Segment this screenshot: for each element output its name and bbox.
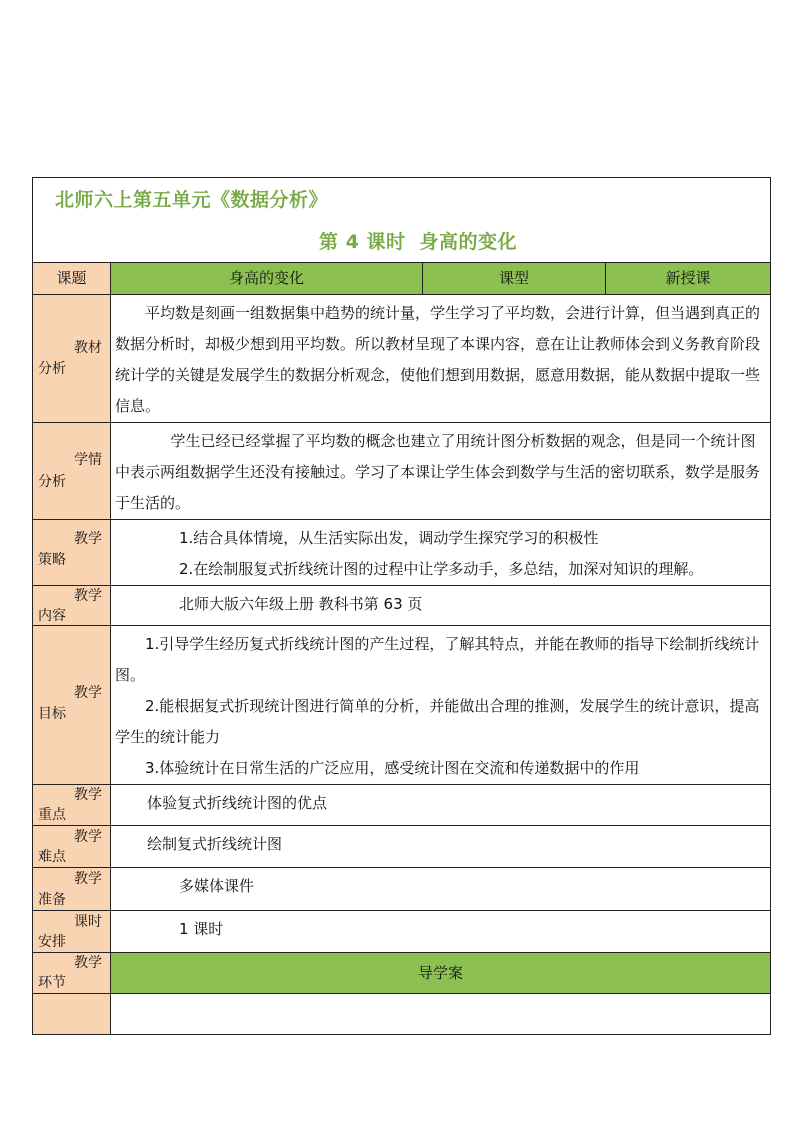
topic-value: 身高的变化: [111, 263, 423, 295]
difficulty-row: [33, 826, 771, 868]
content-label: 教学 内容: [33, 586, 111, 626]
topic-label: 课题: [33, 263, 111, 295]
topic-row: [33, 263, 771, 295]
process-label: 教学 环节: [33, 953, 111, 994]
learner-analysis-label: 学情 分析: [33, 423, 111, 520]
content-row: [33, 586, 771, 626]
lesson-title: [319, 228, 517, 256]
schedule-row: [33, 911, 771, 953]
strategy-row: [33, 520, 771, 586]
textbook-analysis-row: [33, 295, 771, 423]
textbook-analysis-label: 教材 分析: [33, 295, 111, 423]
schedule-text: 1 课时: [111, 911, 771, 953]
difficulty-label: 教学 难点: [33, 826, 111, 868]
schedule-label: 课时 安排: [33, 911, 111, 953]
goals-row: [33, 626, 771, 785]
lesson-type-value: 新授课: [606, 263, 771, 295]
lesson-plan-table: [32, 177, 771, 1035]
strategy-label: 教学 策略: [33, 520, 111, 586]
preparation-text: 多媒体课件: [111, 868, 771, 911]
document-title: 北师六上第五单元《数据分析》: [55, 189, 329, 211]
content-text: 北师大版六年级上册 教科书第 63 页: [111, 586, 771, 626]
goals-text: [111, 626, 771, 785]
goal-item: 2.能根据复式折现统计图进行简单的分析，并能做出合理的推测，发展学生的统计意识，提高学生的统计能力: [115, 697, 760, 746]
lesson-plan-sheet: [32, 177, 770, 1035]
header-cell: [33, 178, 771, 263]
lesson-type-label: 课型: [423, 263, 606, 295]
learner-analysis-row: [33, 423, 771, 520]
textbook-analysis-text: 平均数是刻画一组数据集中趋势的统计量，学生学习了平均数，会进行计算，但当遇到真正的数据分析时，却极少想到用平均数。所以教材呈现了本课内容，意在让让教师体会到义务教育阶段统计学的关键是发展学生的数据分析观念，使他们想到用数据，愿意用数据，能从数据中提取一些信息。: [111, 295, 771, 423]
empty-row: [33, 994, 771, 1035]
strategy-text: [111, 520, 771, 586]
preparation-label: 教学 准备: [33, 868, 111, 911]
lesson-number: 第 4 课时: [319, 231, 406, 253]
key-point-row: [33, 785, 771, 826]
process-header: 导学案: [111, 953, 771, 994]
preparation-row: [33, 868, 771, 911]
goals-label: 教学 目标: [33, 626, 111, 785]
key-point-text: 体验复式折线统计图的优点: [111, 785, 771, 826]
strategy-item: 2.在绘制服复式折线统计图的过程中让学多动手，多总结，加深对知识的理解。: [179, 560, 704, 578]
strategy-item: 1.结合具体情境，从生活实际出发，调动学生探究学习的积极性: [179, 529, 599, 547]
empty-content-cell: [111, 994, 771, 1035]
goal-item: 3.体验统计在日常生活的广泛应用，感受统计图在交流和传递数据中的作用: [145, 759, 640, 777]
header-row: [33, 178, 771, 263]
goal-item: 1.引导学生经历复式折线统计图的产生过程，了解其特点，并能在教师的指导下绘制折线统计图。: [115, 635, 760, 684]
process-row: [33, 953, 771, 994]
lesson-name: 身高的变化: [419, 231, 517, 253]
key-point-label: 教学 重点: [33, 785, 111, 826]
learner-analysis-text: 学生已经已经掌握了平均数的概念也建立了用统计图分析数据的观念，但是同一个统计图中表示两组数据学生还没有接触过。学习了本课让学生体会到数学与生活的密切联系，数学是服务于生活的。: [111, 423, 771, 520]
empty-label-cell: [33, 994, 111, 1035]
difficulty-text: 绘制复式折线统计图: [111, 826, 771, 868]
